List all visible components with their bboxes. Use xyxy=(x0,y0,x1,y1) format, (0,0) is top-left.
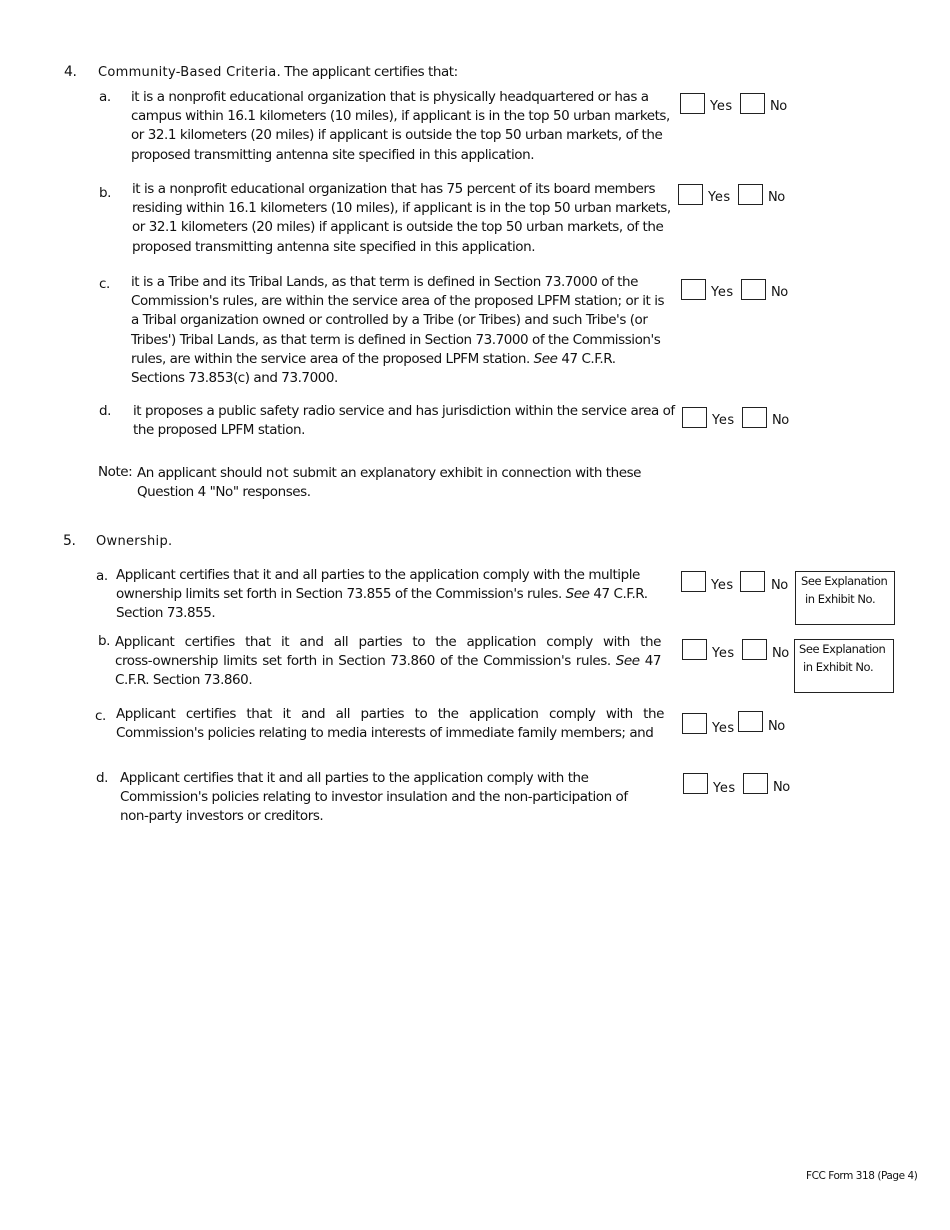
exhibit-line2: in Exhibit No. xyxy=(803,659,874,674)
q4c-no-checkbox[interactable] xyxy=(741,279,766,300)
page-footer: FCC Form 318 (Page 4) xyxy=(806,1170,918,1182)
q5d-no-checkbox[interactable] xyxy=(743,773,768,794)
q5a-no-checkbox[interactable] xyxy=(740,571,765,592)
text-line: non-party investors or creditors. xyxy=(120,808,324,825)
q4d-yes-checkbox[interactable] xyxy=(682,407,707,428)
text-line: Commission's rules, are within the service area of the proposed LPFM station; or it is xyxy=(131,293,665,310)
q5b-yes-checkbox[interactable] xyxy=(682,639,707,660)
q5a-text xyxy=(116,566,648,624)
q5c-yes-label: Yes xyxy=(712,721,735,736)
text-line: Sections 73.853(c) and 73.7000. xyxy=(131,370,338,387)
q5d-text xyxy=(120,769,628,827)
text-line: Applicant certifies that it and all parties to the application comply with the multiple xyxy=(116,567,640,583)
q5a-no-label: No xyxy=(771,578,788,593)
q4d-no-checkbox[interactable] xyxy=(742,407,767,428)
text-line: Commission's policies relating to media interests of immediate family members; and xyxy=(116,725,654,742)
q5b-yes-label: Yes xyxy=(712,646,735,661)
text-line: residing within 16.1 kilometers (10 miles), if applicant is in the top 50 urban markets, xyxy=(132,200,671,217)
q4a-letter: a. xyxy=(99,89,111,105)
q5d-yes-checkbox[interactable] xyxy=(683,773,708,794)
q5a-cfr: 47 C.F.R. xyxy=(589,586,648,603)
exhibit-line2: in Exhibit No. xyxy=(805,591,876,606)
text-line: it is a Tribe and its Tribal Lands, as that term is defined in Section 73.7000 of the xyxy=(131,274,638,290)
text-line: proposed transmitting antenna site specified in this application. xyxy=(131,146,535,163)
text-line: Section 73.855. xyxy=(116,605,216,622)
q5c-yes-checkbox[interactable] xyxy=(682,713,707,734)
q5-heading: Ownership. xyxy=(96,534,173,549)
q4-heading-title: Community-Based Criteria xyxy=(98,65,277,80)
q4c-no-label: No xyxy=(771,285,788,300)
q5a-see-italic: See xyxy=(565,586,590,603)
q4b-letter: b. xyxy=(99,185,111,201)
exhibit-line1: See Explanation xyxy=(801,574,888,588)
q5c-no-label: No xyxy=(768,719,785,734)
q4-number: 4. xyxy=(64,64,77,80)
text-line: Tribes') Tribal Lands, as that term is defined in Section 73.7000 of the Commission's xyxy=(131,331,661,348)
text-line: or 32.1 kilometers (20 miles) if applicant is outside the top 50 urban markets, of the xyxy=(131,127,663,144)
text-line: Applicant certifies that it and all parties to the application comply with the xyxy=(116,706,664,722)
q5b-no-label: No xyxy=(772,646,789,661)
q5-number: 5. xyxy=(63,533,76,549)
note-label: Note: xyxy=(98,464,133,480)
text-line: Applicant certifies that it and all parties to the application comply with the xyxy=(115,634,661,650)
q4c-yes-checkbox[interactable] xyxy=(681,279,706,300)
q5d-yes-label: Yes xyxy=(713,781,736,796)
q5b-letter: b. xyxy=(98,633,110,649)
q4c-line5-text: rules, are within the service area of the proposed LPFM station. xyxy=(131,350,534,367)
q5a-exhibit-box[interactable] xyxy=(795,571,895,625)
text-line: a Tribal organization owned or controlled by a Tribe (or Tribes) and such Tribe's (or xyxy=(131,312,648,329)
q4b-no-checkbox[interactable] xyxy=(738,184,763,205)
q4c-text xyxy=(131,273,664,388)
q4c-cfr: 47 C.F.R. xyxy=(557,350,616,367)
text-line: it is a nonprofit educational organization that has 75 percent of its board members xyxy=(132,181,656,197)
q5a-yes-label: Yes xyxy=(711,578,734,593)
q5b-text xyxy=(115,633,661,691)
q5c-no-checkbox[interactable] xyxy=(738,711,763,732)
q4d-letter: d. xyxy=(99,403,111,419)
q4b-yes-label: Yes xyxy=(708,190,731,205)
exhibit-line1: See Explanation xyxy=(799,642,886,656)
q5a-line2-text: ownership limits set forth in Section 73.855 of the Commission's rules. xyxy=(116,586,566,603)
q4d-text xyxy=(133,402,675,440)
note-text xyxy=(137,464,641,502)
text-line: Commission's policies relating to investor insulation and the non-participation of xyxy=(120,789,628,806)
q4b-yes-checkbox[interactable] xyxy=(678,184,703,205)
q4a-no-checkbox[interactable] xyxy=(740,93,765,114)
q5b-exhibit-box[interactable] xyxy=(794,639,894,693)
q4b-no-label: No xyxy=(768,190,785,205)
q5c-letter: c. xyxy=(95,708,106,724)
q5a-letter: a. xyxy=(96,568,108,584)
text-line: it is a nonprofit educational organization that is physically headquartered or has a xyxy=(131,89,649,105)
q5b-cfr: 47 xyxy=(639,653,661,670)
q4a-no-label: No xyxy=(770,99,787,114)
note-not: not xyxy=(265,465,289,481)
q5b-line2-text: cross-ownership limits set forth in Section 73.860 of the Commission's rules. xyxy=(115,653,616,670)
q4c-yes-label: Yes xyxy=(711,285,734,300)
text-line: campus within 16.1 kilometers (10 miles), if applicant is in the top 50 urban markets, xyxy=(131,108,670,125)
text-line xyxy=(116,585,648,604)
text-line: Applicant certifies that it and all parties to the application comply with the xyxy=(120,770,589,786)
text-line: or 32.1 kilometers (20 miles) if applicant is outside the top 50 urban markets, of the xyxy=(132,219,664,236)
q4a-yes-checkbox[interactable] xyxy=(680,93,705,114)
q5b-no-checkbox[interactable] xyxy=(742,639,767,660)
text-line: proposed transmitting antenna site specified in this application. xyxy=(132,238,536,255)
q4b-text xyxy=(132,180,671,257)
text-line: the proposed LPFM station. xyxy=(133,422,305,439)
text-line xyxy=(137,464,641,483)
text-line: Question 4 "No" responses. xyxy=(137,484,311,501)
q4c-letter: c. xyxy=(99,276,110,292)
q4d-yes-label: Yes xyxy=(712,413,735,428)
q4-heading xyxy=(98,63,458,82)
text-line: C.F.R. Section 73.860. xyxy=(115,672,253,689)
q4d-no-label: No xyxy=(772,413,789,428)
q5c-text xyxy=(116,705,664,743)
text-line xyxy=(115,652,661,671)
q4a-text xyxy=(131,88,670,165)
q5d-no-label: No xyxy=(773,780,790,795)
q5d-letter: d. xyxy=(96,770,108,786)
q4-heading-rest: . The applicant certifies that: xyxy=(276,64,458,80)
q4c-see-italic: See xyxy=(533,350,558,367)
note-line1-b: submit an explanatory exhibit in connection with these xyxy=(288,465,642,481)
text-line xyxy=(131,350,664,369)
q5a-yes-checkbox[interactable] xyxy=(681,571,706,592)
text-line: it proposes a public safety radio service and has jurisdiction within the service area of xyxy=(133,403,675,419)
note-line1-a: An applicant should xyxy=(137,465,266,481)
q5b-see-italic: See xyxy=(615,653,640,670)
q4a-yes-label: Yes xyxy=(710,99,733,114)
